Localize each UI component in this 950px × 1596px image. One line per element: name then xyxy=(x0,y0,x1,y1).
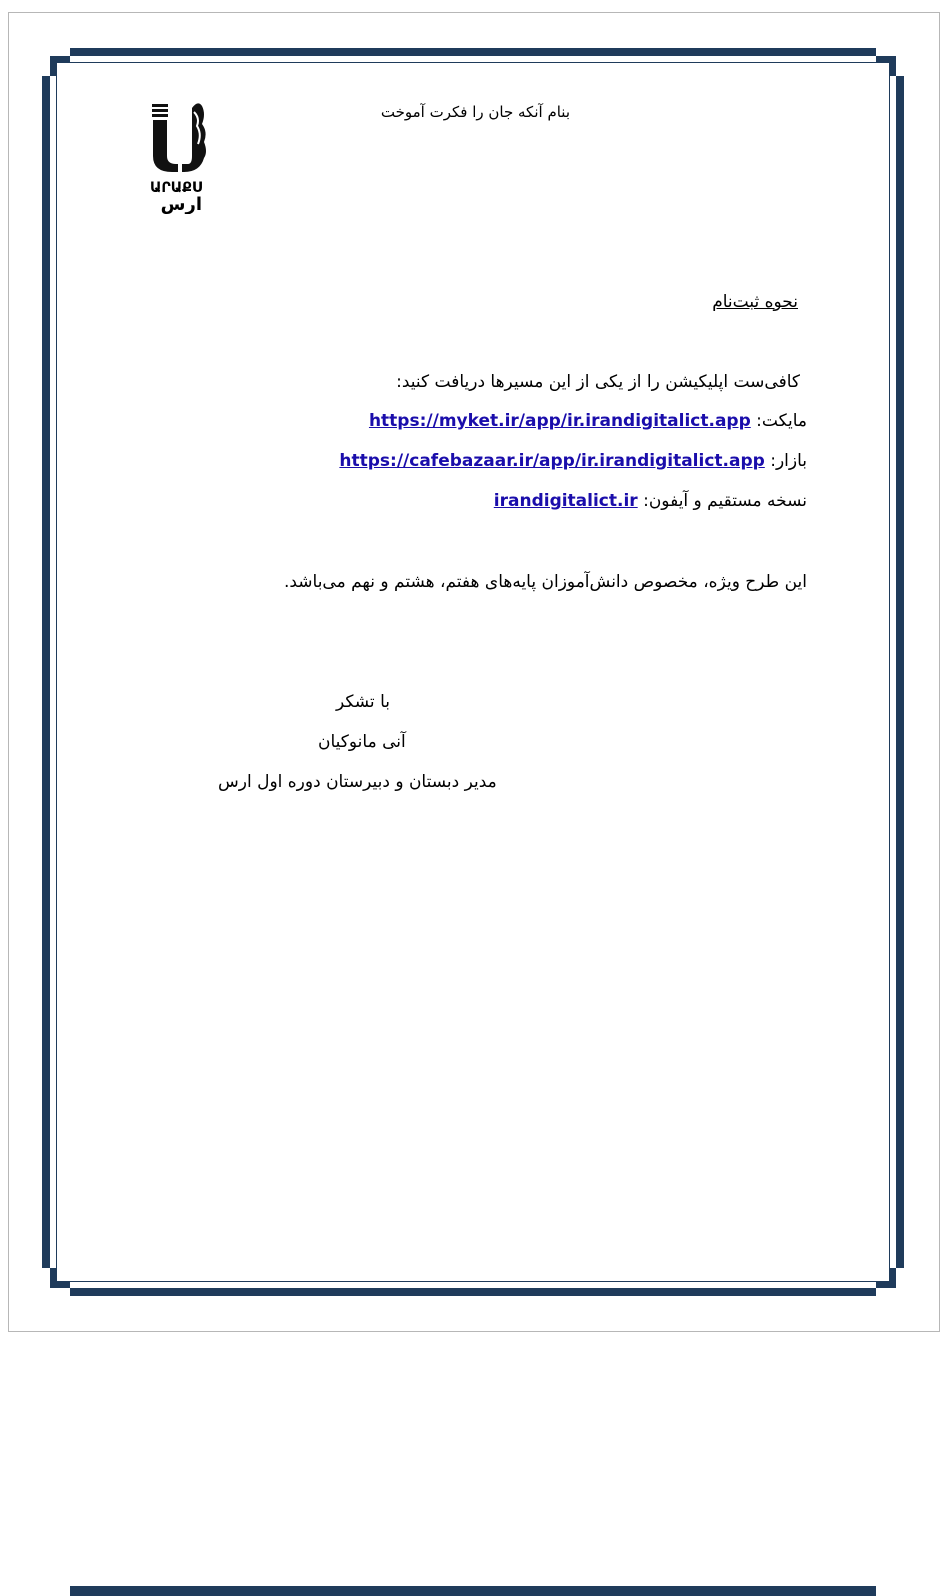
aras-school-logo xyxy=(148,98,214,214)
logo-latin-text: ԱՐԱՔՍ xyxy=(150,180,203,196)
logo-farsi-text: ارس xyxy=(160,194,202,214)
source-bazaar xyxy=(339,451,807,471)
signature-role: مدیر دبستان و دبیرستان دوره اول ارس xyxy=(218,772,497,792)
source-label: مایکت: xyxy=(756,411,807,431)
eligibility-note: این طرح ویژه، مخصوص دانش‌آموزان پایه‌های هفتم، هشتم و نهم می‌باشد. xyxy=(283,572,807,592)
page-invocation: بنام آنکه جان را فکرت آموخت xyxy=(380,103,570,121)
source-myket xyxy=(369,411,807,431)
signature-thanks: با تشکر xyxy=(336,692,390,712)
frame-inner-line xyxy=(56,62,890,1282)
signature-name: آنی مانوکیان xyxy=(318,732,406,752)
myket-link[interactable]: https://myket.ir/app/ir.irandigitalict.app xyxy=(368,411,751,431)
section-title: نحوه ثبت‌نام xyxy=(712,292,798,312)
source-label: بازار: xyxy=(770,451,807,471)
source-direct xyxy=(494,491,807,511)
cafebazaar-link[interactable]: https://cafebazaar.ir/app/ir.irandigitalict.app xyxy=(339,451,765,471)
intro-text: کافی‌ست اپلیکیشن را از یکی از این مسیرها دریافت کنید: xyxy=(396,372,800,392)
website-link[interactable]: irandigitalict.ir xyxy=(493,491,638,511)
source-label: نسخه مستقیم و آیفون: xyxy=(643,491,807,511)
